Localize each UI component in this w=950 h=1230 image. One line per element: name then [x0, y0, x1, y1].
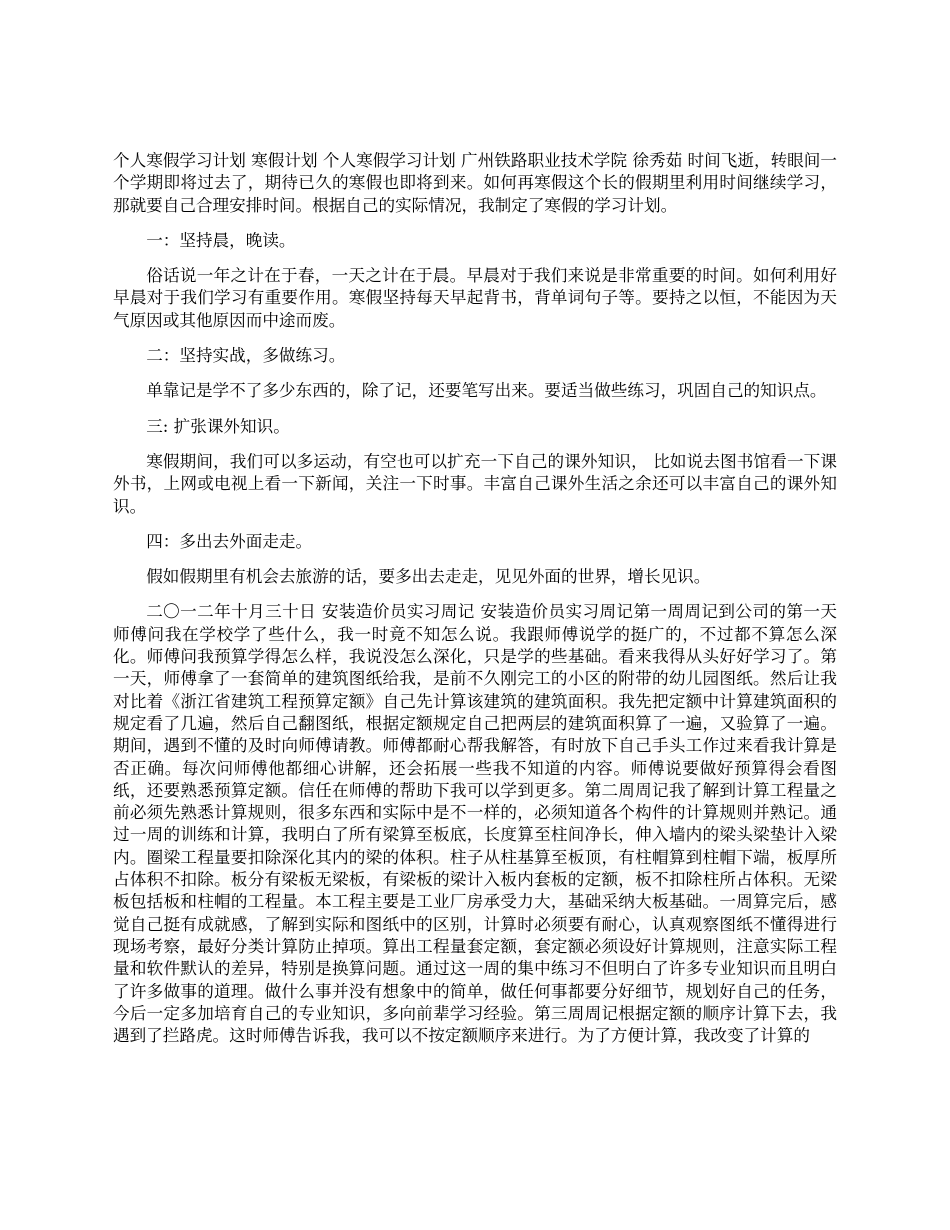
internship-journal-paragraph: 二〇一二年十月三十日 安装造价员实习周记 安装造价员实习周记第一周周记到公司的第一天师傅问我在学校学了些什么，我一时竟不知怎么说。我跟师傅说学的挺广的，不过都不算怎么深化。师傅问我预算学得怎么样，我说没怎么深化，只是学的些基础。看来我得从头好好学习了。第一天，师傅拿了一套简单的建筑图纸给我，是前不久刚完工的小区的附带的幼儿园图纸。然后让我对比着《浙江省建筑工程预算定额》自己先计算该建筑的建筑面积。我先把定额中计算建筑面积的规定看了几遍，然后自己翻图纸，根据定额规定自己把两层的建筑面积算了一遍，又验算了一遍。期间，遇到不懂的及时向师傅请教。师傅都耐心帮我解答，有时放下自己手头工作过来看我计算是否正确。每次问师傅他都细心讲解，还会拓展一些我不知道的内容。师傅说要做好预算得会看图纸，还要熟悉预算定额。信任在师傅的帮助下我可以学到更多。第二周周记我了解到计算工程量之前必须先熟悉计算规则，很多东西和实际中是不一样的，必须知道各个构件的计算规则并熟记。通过一周的训练和计算，我明白了所有梁算至板底，长度算至柱间净长，伸入墙内的梁头梁垫计入梁内。圈梁工程量要扣除深化其内的梁的体积。柱子从柱基算至板顶，有柱帽算到柱帽下端，板厚所占体积不扣除。板分有梁板无梁板，有梁板的梁计入板内套板的定额，板不扣除柱所占体积。无梁板包括板和柱帽的工程量。本工程主要是工业厂房承受力大，基础采纳大板基础。一周算完后，感觉自己挺有成就感，了解到实际和图纸中的区别，计算时必须要有耐心，认真观察图纸不懂得进行现场考察，最好分类计算防止掉项。算出工程量套定额，套定额必须设好计算规则，注意实际工程量和软件默认的差异，特别是换算问题。通过这一周的集中练习不但明白了许多专业知识而且明白了许多做事的道理。做什么事并没有想象中的简单，做任何事都要分好细节，规划好自己的任务，今后一定多加培育自己的专业知识，多向前辈学习经验。第三周周记根据定额的顺序计算下去，我遇到了拦路虎。这时师傅告诉我，我可以不按定额顺序来进行。为了方便计算，我改变了计算的: [113, 602, 837, 1046]
section-paragraph-2: 单靠记是学不了多少东西的，除了记，还要笔写出来。要适当做些练习，巩固自己的知识点。: [146, 381, 827, 401]
section-paragraph-4: 假如假期里有机会去旅游的话，要多出去走走，见见外面的世界，增长见识。: [146, 567, 711, 587]
section-heading-3: 三: 扩张课外知识。: [146, 416, 290, 436]
intro-paragraph: 个人寒假学习计划 寒假计划 个人寒假学习计划 广州铁路职业技术学院 徐秀茹 时间飞逝，转眼间一个学期即将过去了，期待已久的寒假也即将到来。如何再寒假这个长的假期里利用时间继续学习，那就要自己合理安排时间。根据自己的实际情况，我制定了寒假的学习计划。: [113, 151, 837, 215]
section-paragraph-3: 寒假期间，我们可以多运动，有空也可以扩充一下自己的课外知识， 比如说去图书馆看一下课外书，上网或电视上看一下新闻，关注一下时事。丰富自己课外生活之余还可以丰富自己的课外知识。: [113, 451, 837, 516]
document-body: [113, 150, 837, 1060]
section-paragraph-1: 俗话说一年之计在于春，一天之计在于晨。早晨对于我们来说是非常重要的时间。如何利用好早晨对于我们学习有重要作用。寒假坚持每天早起背书，背单词句子等。要持之以恒，不能因为天气原因或其他原因而中途而废。: [113, 266, 837, 330]
section-heading-2: 二：坚持实战，多做练习。: [146, 346, 346, 366]
section-heading-4: 四：多出去外面走走。: [146, 531, 313, 551]
section-heading-1: 一：坚持晨，晚读。: [146, 230, 296, 250]
